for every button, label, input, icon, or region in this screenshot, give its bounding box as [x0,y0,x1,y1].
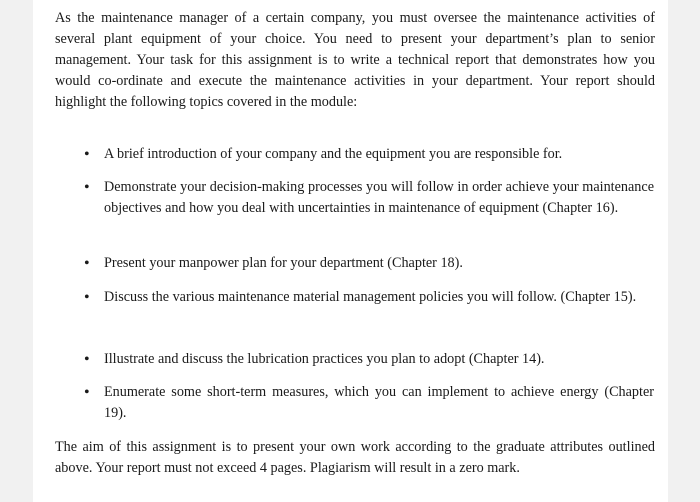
bullet-icon: • [84,351,90,368]
bullet-text: Enumerate some short-term measures, which you can implement to achieve energy (Chapter 19). [104,384,654,421]
bullet-text: Demonstrate your decision-making processes you will follow in order achieve your maintenance objectives and how you deal with uncertainties in maintenance of equipment (Chapter 16). [104,179,654,216]
bullet-icon: • [84,179,90,196]
closing-paragraph: The aim of this assignment is to present your own work according to the graduate attributes outlined above. Your report must not exceed 4 pages. Plagiarism will result in a zero mark. [55,439,655,476]
bullet-icon: • [84,255,90,272]
document-page [33,0,668,502]
bullet-text: A brief introduction of your company and the equipment you are responsible for. [104,146,563,162]
bullet-icon: • [84,146,90,163]
bullet-icon: • [84,384,90,401]
bullet-text: Discuss the various maintenance material management policies you will follow. (Chapter 15). [104,289,637,305]
intro-paragraph: As the maintenance manager of a certain company, you must oversee the maintenance activities of several plant equipment of your choice. You need to present your department’s plan to senior management. Your task for this assignment is to write a technical report that demonstrates how you would co-ordinate and execute the maintenance activities in your department. Your report should highlight the following topics covered in the module: [55,10,655,110]
bullet-icon: • [84,289,90,306]
bullet-text: Illustrate and discuss the lubrication practices you plan to adopt (Chapter 14). [104,351,545,367]
bullet-text: Present your manpower plan for your department (Chapter 18). [104,255,463,271]
